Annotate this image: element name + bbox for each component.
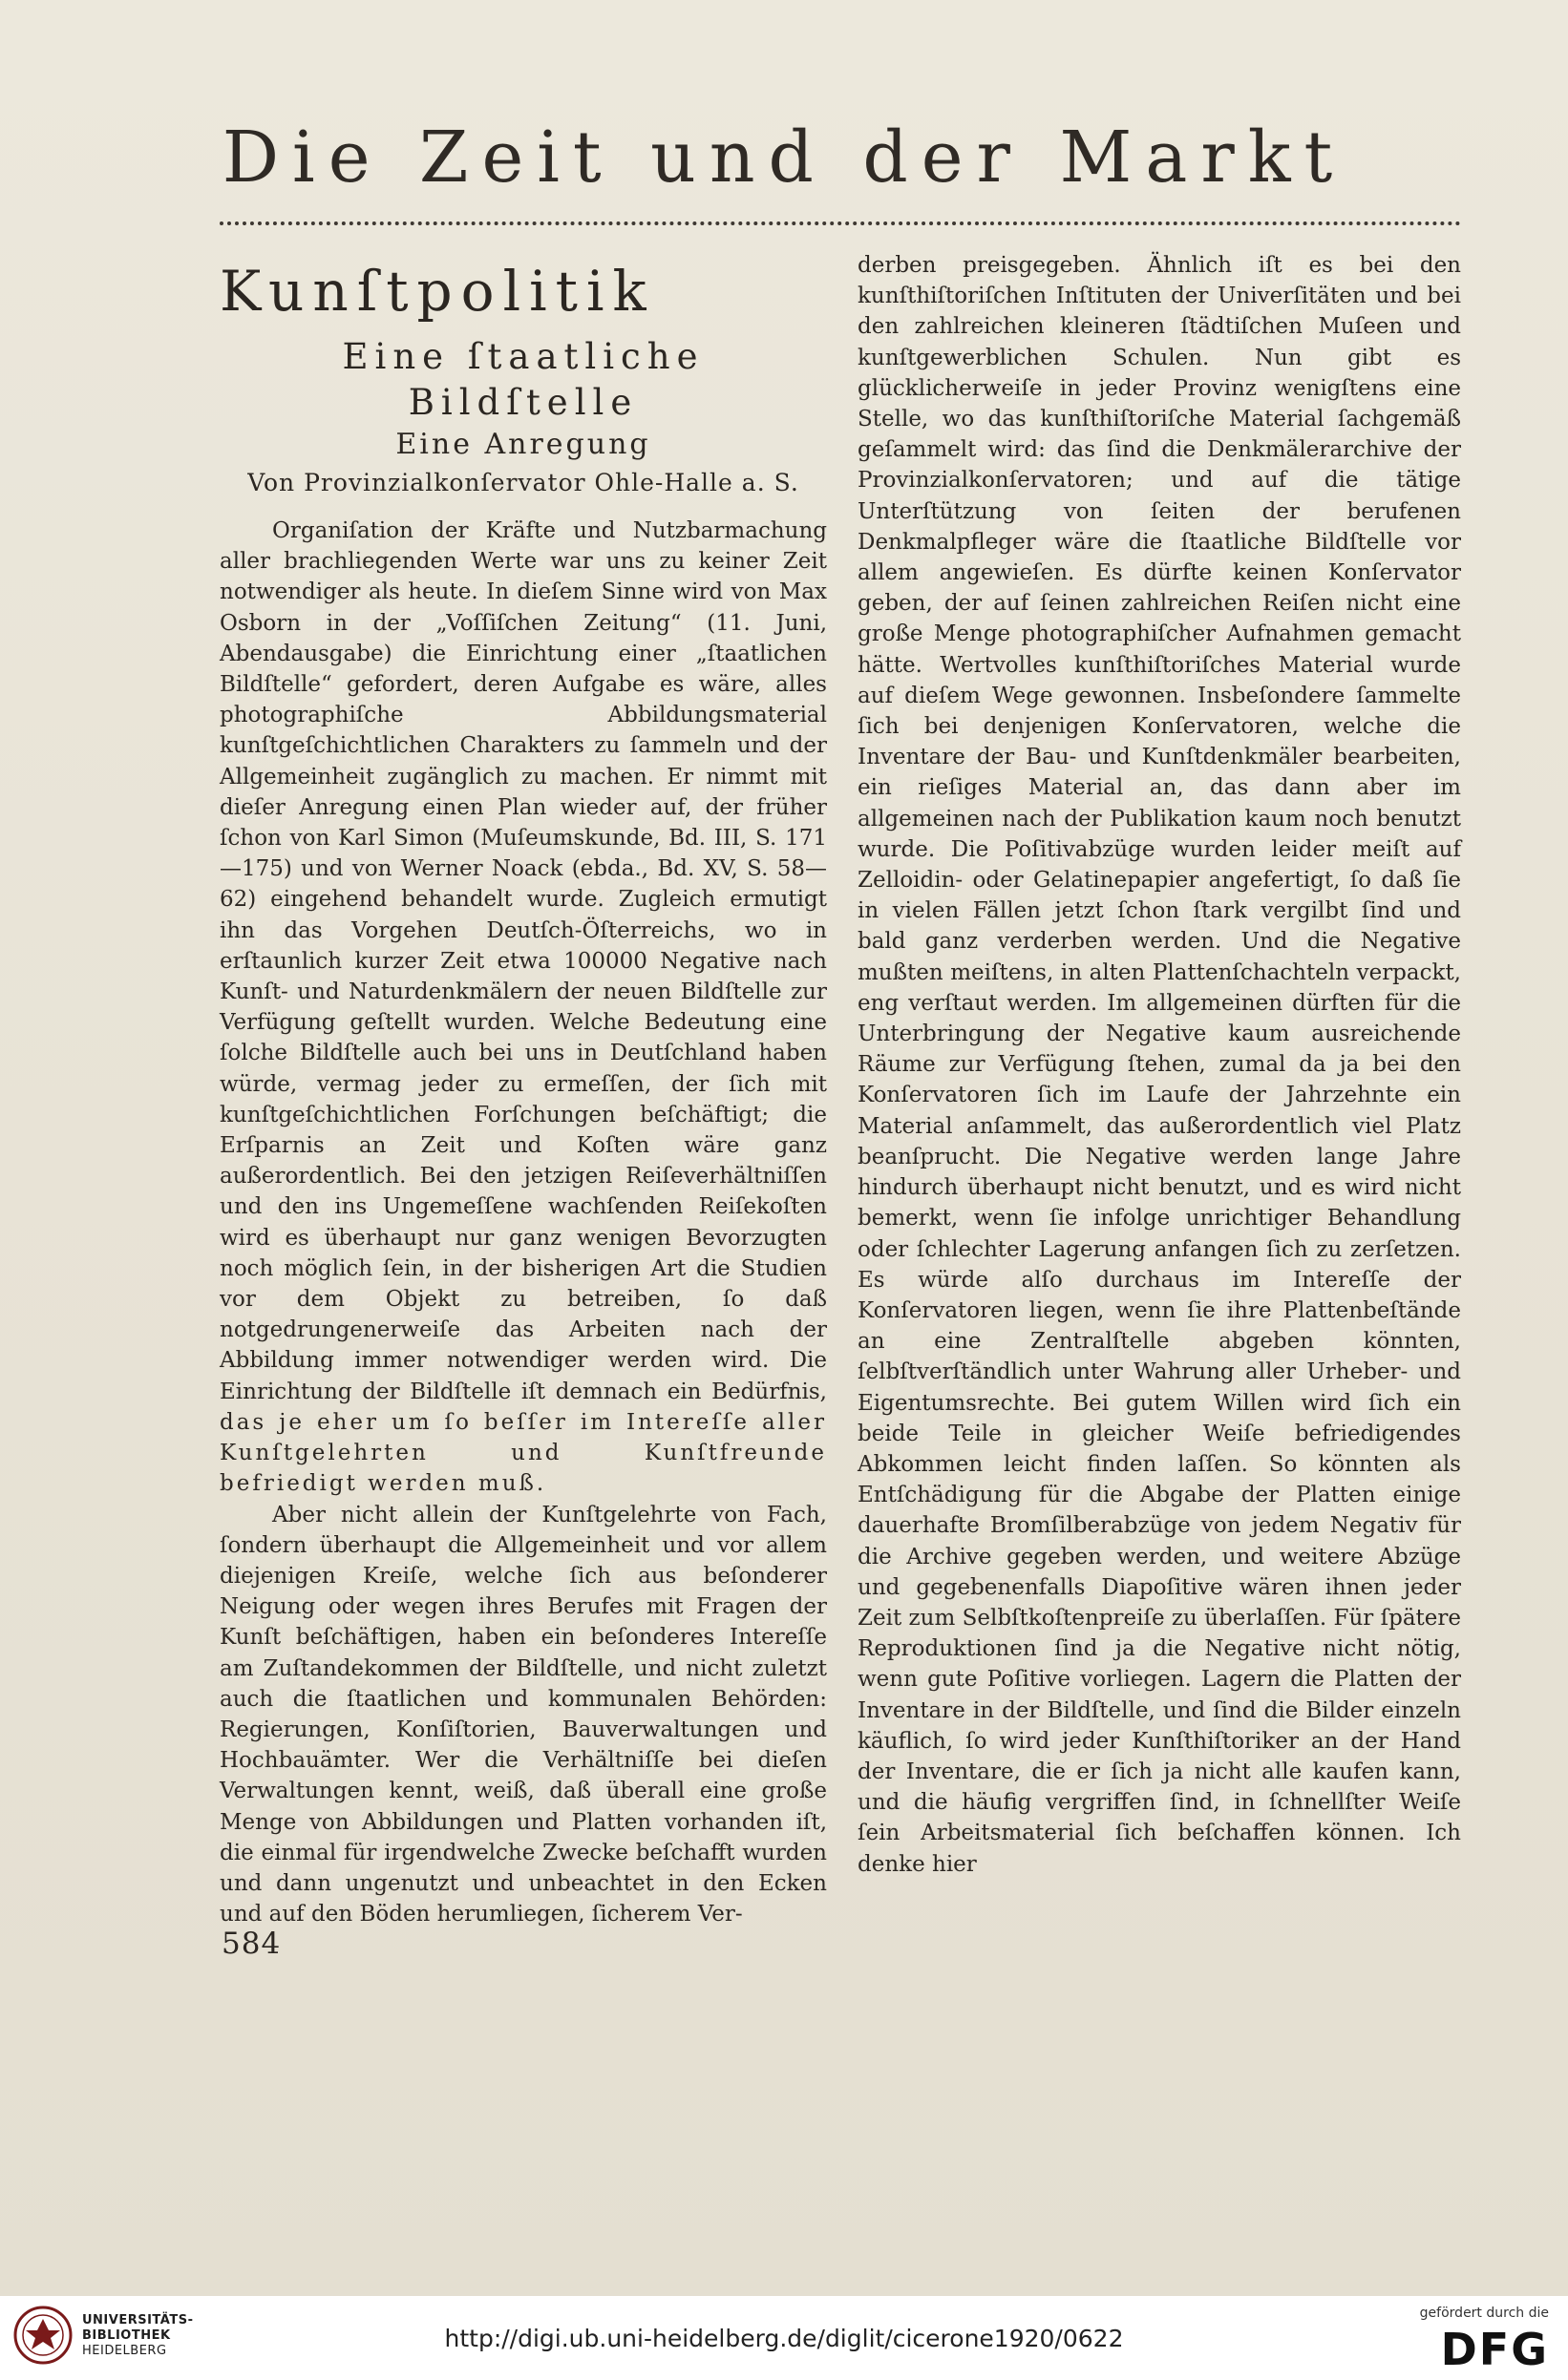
institution-line: HEIDELBERG bbox=[82, 2344, 167, 2358]
dfg-logo-icon bbox=[1406, 2327, 1549, 2369]
section-title: Die Zeit und der Markt bbox=[222, 116, 1346, 199]
paragraph: derben preisgegeben. Ähnlich iſt es bei den kunſthiſtoriſchen Inſtituten der Univerſitäten und bei den zahlreichen kleineren ſtädtiſchen Muſeen und kunſtgewerblichen Schulen. Nun gibt es glücklicherweiſe in jeder Provinz wenigſtens eine Stelle, wo das kunſthiſtoriſche Material ſachgemäß geſammelt wird: das ſind die Denkmälerarchive der Provinzialkonſervatoren; und auf die tätige Unterſtützung von ſeiten der berufenen Denkmalpfleger wäre die ſtaatliche Bildſtelle vor allem angewieſen. Es dürfte keinen Konſervator geben, der auf ſeinen zahlreichen Reiſen nicht eine große Menge photographiſcher Aufnahmen gemacht hätte. Wertvolles kunſthiſtoriſches Material wurde auf dieſem Wege gewonnen. Insbeſondere ſammelte ſich bei denjenigen Konſervatoren, welche die Inventare der Bau- und Kunſtdenkmäler bearbeiten, ein rieſiges Material an, das dann aber im allgemeinen nach der Publikation kaum noch benutzt wurde. Die Poſitivabzüge wurden leider meiſt auf Zelloidin- oder Gelatinepapier angefertigt, ſo daß ſie in vielen Fällen jetzt ſchon ſtark vergilbt ſind und bald ganz verderben werden. Und die Negative mußten meiſtens, in alten Plattenſchachteln verpackt, eng verſtaut werden. Im allgemeinen dürften für die Unterbringung der Negative kaum ausreichende Räume zur Verfügung ſtehen, zumal da ja bei den Konſervatoren ſich im Laufe der Jahrzehnte ein Material anſammelt, das außerordentlich viel Platz beanſprucht. Die Negative werden lange Jahre hindurch überhaupt nicht benutzt, und es wird nicht bemerkt, wenn ſie infolge unrichtiger Behandlung oder ſchlechter Lagerung anfangen ſich zu zerſetzen. Es würde alſo durchaus im Intereſſe der Konſervatoren liegen, wenn ſie ihre Plattenbeſtände an eine Zentralſtelle abgeben könnten, ſelbſtverſtändlich unter Wahrung aller Urheber- und Eigentumsrechte. Bei gutem Willen wird ſich ein beide Teile in gleicher Weiſe befriedigendes Abkommen leicht finden laſſen. So könnten als Entſchädigung für die Abgabe der Platten einige dauerhafte Bromſilberabzüge von jedem Negativ für die Archive gegeben werden, und weitere Abzüge und gegebenenfalls Diapoſitive wären ihnen jeder Zeit zum Selbſtkoſtenpreiſe zu überlaſſen. Für ſpätere Reproduktionen ſind ja die Negative nicht nötig, wenn gute Poſitive vorliegen. Lagern die Platten der Inventare in der Bildſtelle, und ſind die Bilder einzeln käuflich, ſo wird jeder Kunſthiſtoriker an der Hand der Inventare, die er ſich ja nicht alle kaufen kann, und die häufig vergriffen ſind, in ſchnellſter Weiſe ſein Arbeitsmaterial ſich beſchaffen können. Ich denke hier bbox=[858, 253, 1461, 1877]
right-column bbox=[858, 250, 1461, 1880]
article-title: Kunſtpolitik bbox=[220, 259, 655, 324]
dfg-logo-text: DFG bbox=[1440, 2327, 1549, 2369]
paragraph-emphasis: das je eher um ſo beſſer im Intereſſe aller Kunſtgelehrten und Kunſtfreunde befriedigt werden muß. bbox=[220, 1409, 827, 1497]
digitization-footer bbox=[0, 2296, 1568, 2380]
institution-line: BIBLIOTHEK bbox=[82, 2328, 171, 2343]
paragraph-text: Organiſation der Kräfte und Nutzbarmachung aller brachliegenden Werte war uns zu keiner Zeit notwendiger als heute. In dieſem Sinne wird von Max Osborn in der „Voſſiſchen Zeitung“ (11. Juni, Abendausgabe) die Einrichtung einer „ſtaatlichen Bildſtelle“ gefordert, deren Aufgabe es wäre, alles photographiſche Abbildungsmaterial kunſtgeſchichtlichen Charakters zu ſammeln und der Allgemeinheit zugänglich zu machen. Er nimmt mit dieſer Anregung einen Plan wieder auf, der früher ſchon von Karl Simon (Muſeumskunde, Bd. III, S. 171—175) und von Werner Noack (ebda., Bd. XV, S. 58—62) eingehend behandelt wurde. Zugleich ermutigt ihn das Vorgehen Deutſch-Öſterreichs, wo in erſtaunlich kurzer Zeit etwa 100000 Negative nach Kunſt- und Naturdenkmälern der neuen Bildſtelle zur Verfügung geſtellt wurden. Welche Bedeutung eine ſolche Bildſtelle auch bei uns in Deutſchland haben würde, vermag jeder zu ermeſſen, der ſich mit kunſtgeſchichtlichen Forſchungen beſchäftigt; die Erſparnis an Zeit und Koſten wäre ganz außerordentlich. Bei den jetzigen Reiſeverhältniſſen und den ins Ungemeſſene wachſenden Reiſekoſten wird es überhaupt nur ganz wenigen Bevorzugten noch möglich ſein, in der bisherigen Art die Studien vor dem Objekt zu betreiben, ſo daß notgedrungenerweiſe das Arbeiten nach der Abbildung immer notwendiger werden wird. Die Einrichtung der Bildſtelle iſt demnach ein Bedürfnis, bbox=[220, 518, 827, 1404]
page-number: 584 bbox=[222, 1927, 282, 1961]
paragraph bbox=[220, 516, 827, 1500]
article-byline: Von Provinzialkonſervator Ohle-Halle a. S. bbox=[247, 469, 799, 496]
article-subtitle-2: Eine Anregung bbox=[395, 428, 651, 461]
article-subtitle: Eine ſtaatliche Bildſtelle bbox=[342, 336, 705, 423]
dotted-rule bbox=[220, 221, 1461, 225]
left-column bbox=[220, 250, 827, 1929]
institution-line: UNIVERSITÄTS- bbox=[82, 2313, 194, 2327]
paragraph: Aber nicht allein der Kunſtgelehrte von Fach, ſondern überhaupt die Allgemeinheit und vor allem diejenigen Kreiſe, welche ſich aus beſonderer Neigung oder wegen ihres Berufes mit Fragen der Kunſt beſchäftigen, haben ein beſonderes Intereſſe am Zuſtandekommen der Bildſtelle, und nicht zuletzt auch die ſtaatlichen und kommunalen Behörden: Regierungen, Konſiſtorien, Bauverwaltungen und Hochbauämter. Wer die Verhältniſſe bei dieſen Verwaltungen kennt, weiß, daß überall eine große Menge von Abbildungen und Platten vorhanden iſt, die einmal für irgendwelche Zwecke beſchafft wurden und dann ungenutzt und unbeachtet in den Ecken und auf den Böden herumliegen, ſicherem Ver- bbox=[220, 1502, 827, 1927]
funded-by-label: gefördert durch die bbox=[1419, 2306, 1549, 2321]
permalink[interactable]: http://digi.ub.uni-heidelberg.de/diglit/cicerone1920/0622 bbox=[444, 2325, 1124, 2352]
